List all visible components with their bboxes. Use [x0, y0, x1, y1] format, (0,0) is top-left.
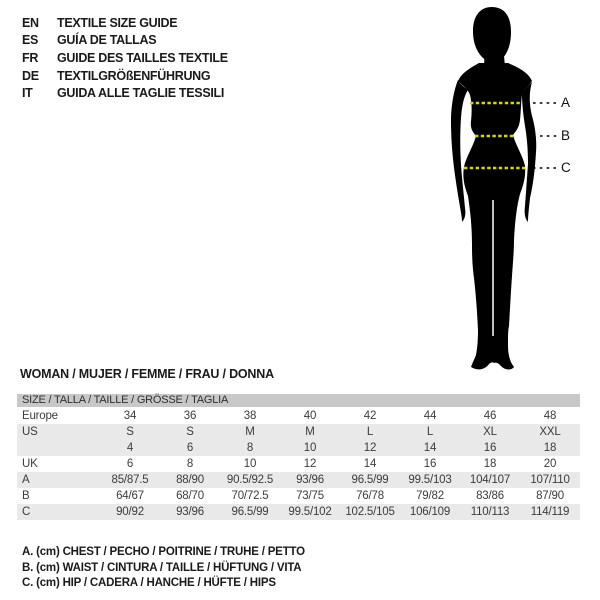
language-code: ES	[22, 33, 39, 48]
language-code: FR	[22, 50, 39, 65]
size-cell: 18	[543, 442, 557, 454]
language-row	[22, 32, 228, 50]
size-cell: S	[126, 426, 134, 438]
size-cell: 104/107	[469, 474, 511, 486]
size-table-row	[17, 472, 580, 488]
size-cell: 93/96	[296, 474, 324, 486]
size-table-row	[17, 440, 580, 456]
marker-label-a: A	[561, 95, 571, 110]
woman-silhouette	[410, 0, 600, 380]
size-cell: 107/110	[530, 474, 570, 486]
language-code: EN	[22, 15, 39, 30]
size-cell: 10	[243, 458, 257, 470]
size-cell: 93/96	[176, 506, 204, 518]
size-cell: 18	[483, 458, 497, 470]
row-label: UK	[22, 458, 38, 470]
legend-line: C. (cm) HIP / CADERA / HANCHE / HÜFTE / HIPS	[22, 577, 276, 589]
size-cell: 44	[423, 410, 437, 422]
size-cell: 48	[543, 410, 557, 422]
language-row	[22, 49, 228, 67]
size-cell: 36	[183, 410, 197, 422]
size-cell: 76/78	[356, 490, 384, 502]
language-label: GUIDA ALLE TAGLIE TESSILI	[57, 86, 225, 101]
size-cell: 6	[126, 458, 134, 470]
measurement-legend	[22, 545, 305, 592]
size-cell: 34	[123, 410, 137, 422]
size-cell: XL	[483, 426, 497, 438]
size-cell: 110/113	[470, 506, 510, 518]
row-label: US	[22, 426, 38, 438]
size-cell: 83/86	[476, 490, 504, 502]
size-cell: 114/119	[530, 506, 570, 518]
size-cell: 8	[246, 442, 254, 454]
size-cell: 87/90	[536, 490, 564, 502]
size-table-row	[17, 456, 580, 472]
size-cell: L	[426, 426, 434, 438]
size-cell: 106/109	[409, 506, 451, 518]
size-table	[17, 394, 580, 520]
size-cell: 73/75	[296, 490, 324, 502]
size-table-header: SIZE / TALLA / TAILLE / GRÖSSE / TAGLIA	[17, 394, 580, 407]
size-cell: 102.5/105	[345, 506, 395, 518]
size-cell: 12	[303, 458, 317, 470]
size-cell: 38	[243, 410, 257, 422]
size-table-row	[17, 424, 580, 440]
size-cell: 90/92	[116, 506, 144, 518]
size-cell: 42	[363, 410, 377, 422]
size-cell: S	[186, 426, 194, 438]
language-row	[22, 84, 228, 102]
gender-title: WOMAN / MUJER / FEMME / FRAU / DONNA	[20, 367, 274, 381]
size-cell: L	[366, 426, 374, 438]
size-cell: 20	[543, 458, 557, 470]
size-cell: 40	[303, 410, 317, 422]
silhouette-left-arm	[451, 80, 468, 222]
language-list	[22, 14, 228, 102]
size-cell: M	[245, 426, 255, 438]
size-cell: 16	[423, 458, 437, 470]
size-table-row	[17, 408, 580, 424]
size-cell: 14	[423, 442, 437, 454]
size-cell: 14	[363, 458, 377, 470]
size-cell: 99.5/103	[408, 474, 452, 486]
language-code: IT	[22, 86, 33, 101]
language-row	[22, 14, 228, 32]
size-cell: 8	[186, 458, 194, 470]
size-cell: 96.5/99	[351, 474, 389, 486]
size-cell: M	[305, 426, 315, 438]
size-cell: 85/87.5	[111, 474, 149, 486]
size-cell: 68/70	[176, 490, 204, 502]
language-row	[22, 67, 228, 85]
row-label: Europe	[22, 410, 58, 422]
language-code: DE	[22, 68, 39, 83]
size-cell: 12	[363, 442, 377, 454]
figure-area	[410, 0, 600, 380]
language-label: TEXTILGRÖßENFÜHRUNG	[57, 68, 211, 83]
language-label: GUÍA DE TALLAS	[57, 33, 157, 48]
legend-line: B. (cm) WAIST / CINTURA / TAILLE / HÜFTUNG / VITA	[22, 561, 302, 574]
size-cell: 90.5/92.5	[226, 474, 274, 486]
size-cell: 46	[483, 410, 497, 422]
size-cell: 6	[186, 442, 194, 454]
size-table-row	[17, 488, 580, 504]
size-cell: 96.5/99	[231, 506, 269, 518]
size-cell: 64/67	[116, 490, 144, 502]
row-label: C	[22, 506, 31, 518]
legend-line: A. (cm) CHEST / PECHO / POITRINE / TRUHE / PETTO	[22, 546, 305, 558]
language-label: GUIDE DES TAILLES TEXTILE	[57, 50, 228, 65]
size-cell: 4	[126, 442, 134, 454]
size-cell: 10	[303, 442, 317, 454]
language-label: TEXTILE SIZE GUIDE	[57, 15, 178, 30]
marker-label-b: B	[561, 128, 571, 143]
size-table-row	[17, 504, 580, 520]
row-label: A	[22, 474, 30, 486]
size-cell: 88/90	[176, 474, 204, 486]
size-cell: 99.5/102	[288, 506, 332, 518]
size-table-body	[17, 408, 580, 520]
marker-label-c: C	[561, 160, 571, 175]
size-cell: 16	[483, 442, 497, 454]
silhouette-body	[458, 63, 532, 369]
row-label: B	[22, 490, 30, 502]
size-cell: 79/82	[416, 490, 444, 502]
size-cell: 70/72.5	[231, 490, 269, 502]
size-cell: XXL	[539, 426, 561, 438]
